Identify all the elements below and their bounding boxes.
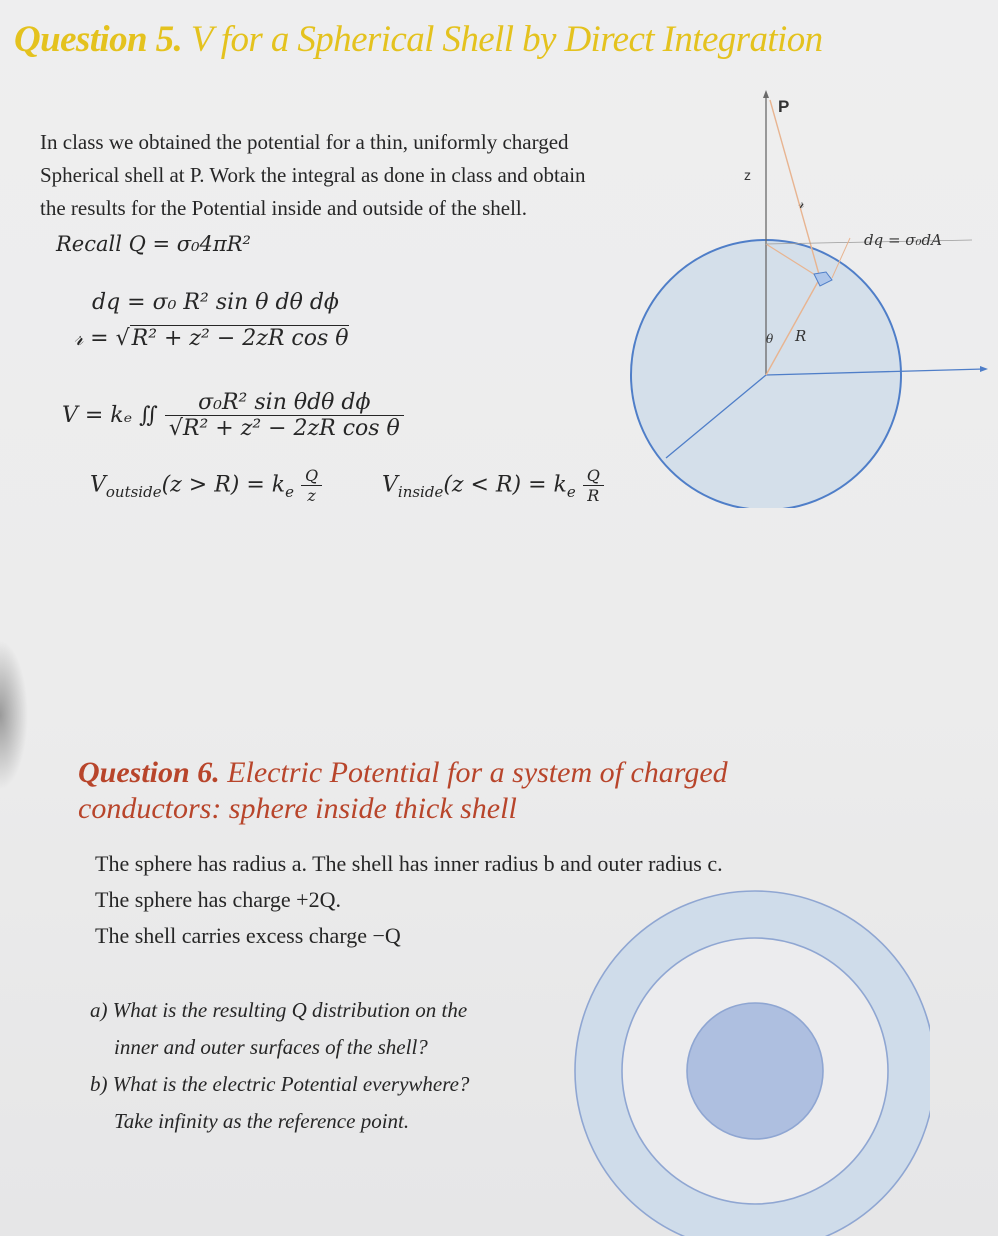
r-label: 𝓇 <box>798 196 804 212</box>
question-5-paragraph <box>40 126 720 225</box>
question-6-title-line-1 <box>78 755 728 791</box>
inner-conducting-sphere <box>687 1003 823 1139</box>
question-6-number: Question 6. <box>78 756 220 789</box>
integral-numerator: σ₀R² sin θdθ dϕ <box>165 390 404 416</box>
x-axis-arrowhead <box>980 366 988 372</box>
fraction-numerator: Q <box>583 466 604 486</box>
fraction-denominator: z <box>307 486 316 505</box>
v-outside-symbol: V <box>90 472 106 498</box>
v-outside-e: e <box>285 482 294 501</box>
v-inside-equation <box>382 466 604 505</box>
question-5-topic: V for a Spherical Shell by Direct Integration <box>182 19 823 60</box>
integral-fraction <box>165 390 404 441</box>
v-inside-symbol: V <box>382 472 398 498</box>
potential-integral-equation <box>62 390 404 441</box>
v-outside-middle: (z > R) = k <box>161 472 286 498</box>
fraction-numerator: Q <box>301 466 322 486</box>
z-axis-arrowhead <box>763 90 769 98</box>
dq-equation: dq = σ₀ R² sin θ dθ dϕ <box>92 290 339 315</box>
spherical-shell-diagram <box>620 88 998 508</box>
paragraph-line: Spherical shell at P. Work the integral as done in class and obtain <box>40 163 586 187</box>
question-6-topic: Electric Potential for a system of charged <box>219 756 728 789</box>
denominator-root: √ <box>168 416 183 441</box>
v-inside-middle: (z < R) = k <box>443 472 567 498</box>
question-5-number: Question 5. <box>14 19 183 60</box>
v-inside-e: e <box>566 482 576 501</box>
v-outside-equation <box>90 466 322 505</box>
v-inside-subscript: inside <box>397 482 444 501</box>
concentric-conductors-diagram <box>570 886 930 1236</box>
r-equation-radicand: R² + z² − 2zR cos θ <box>131 326 349 351</box>
part-b-line-1: b) What is the electric Potential everywhere? <box>90 1072 470 1096</box>
theta-label: θ <box>766 332 774 346</box>
denominator-radicand: R² + z² − 2zR cos θ <box>182 416 400 441</box>
description-line: The sphere has radius a. The shell has inner radius b and outer radius c. <box>95 851 723 876</box>
integral-lhs: V = kₑ ∬ <box>62 403 158 428</box>
paragraph-line: In class we obtained the potential for a thin, uniformly charged <box>40 130 569 154</box>
part-a-line-1: a) What is the resulting Q distribution on the <box>90 998 468 1022</box>
page-edge-shadow <box>0 640 28 790</box>
question-6-parts <box>90 992 570 1140</box>
question-6-title-line-2: conductors: sphere inside thick shell <box>78 792 517 825</box>
description-line: The sphere has charge +2Q. <box>95 887 341 912</box>
fraction-denominator: R <box>587 486 600 505</box>
recall-charge-equation: Recall Q = σ₀4πR² <box>56 232 251 256</box>
v-inside-fraction <box>583 466 604 505</box>
dq-label: dq = σ₀dA <box>864 231 942 249</box>
paragraph-line: the results for the Potential inside and outside of the shell. <box>40 196 527 220</box>
part-b-line-2: Take infinity as the reference point. <box>114 1109 410 1133</box>
v-outside-subscript: outside <box>105 482 162 501</box>
z-label: z <box>744 167 751 183</box>
r-equation-lhs: 𝓇 = √ <box>74 326 130 351</box>
point-P-label: P <box>778 97 790 116</box>
question-5-title <box>14 18 823 61</box>
part-a-line-2: inner and outer surfaces of the shell? <box>114 1035 428 1059</box>
question-6-title <box>78 755 728 827</box>
R-label: R <box>795 327 807 345</box>
r-equation <box>74 326 349 351</box>
integral-denominator <box>165 416 404 441</box>
description-line: The shell carries excess charge −Q <box>95 923 401 948</box>
v-outside-fraction <box>301 466 322 505</box>
